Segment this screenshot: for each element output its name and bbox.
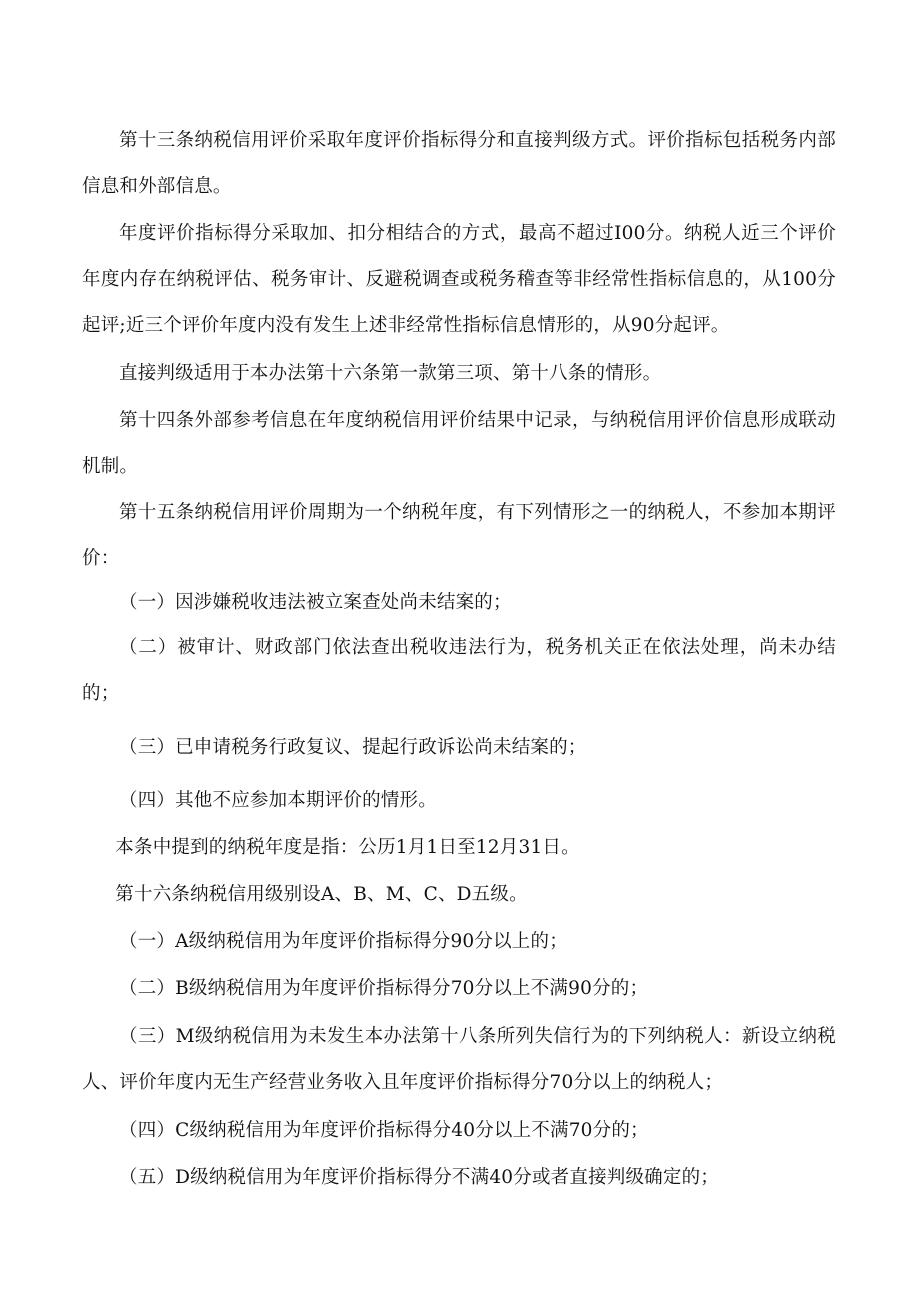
list-item: （五）D级纳税信用为年度评价指标得分不满40分或者直接判级确定的； <box>119 1167 719 1188</box>
list-item: （一）因涉嫌税收违法被立案查处尚未结案的； <box>119 592 512 613</box>
paragraph-article-16: 第十六条纳税信用级别设A、B、M、C、D五级。 <box>115 884 528 905</box>
paragraph-direct-grading: 直接判级适用于本办法第十六条第一款第三项、第十八条的情形。 <box>119 363 662 384</box>
paragraph-article-15: 第十五条纳税信用评价周期为一个纳税年度，有下列情形之一的纳税人，不参加本期评价： <box>82 502 836 569</box>
paragraph-article-14: 第十四条外部参考信息在年度纳税信用评价结果中记录，与纳税信用评价信息形成联动机制。 <box>82 410 836 477</box>
paragraph-tax-year-definition: 本条中提到的纳税年度是指：公历1月1日至12月31日。 <box>115 837 580 858</box>
list-item: （二）被审计、财政部门依法查出税收违法行为，税务机关正在依法处理，尚未办结的； <box>82 637 836 704</box>
list-item: （一）A级纳税信用为年度评价指标得分90分以上的； <box>119 931 568 952</box>
list-item: （三）已申请税务行政复议、提起行政诉讼尚未结案的； <box>119 737 587 758</box>
paragraph-article-13: 第十三条纳税信用评价采取年度评价指标得分和直接判级方式。评价指标包括税务内部信息和外部信息。 <box>82 130 836 197</box>
list-item: （四）C级纳税信用为年度评价指标得分40分以上不满70分的； <box>119 1120 649 1141</box>
list-item: （三）M级纳税信用为未发生本办法第十八条所列失信行为的下列纳税人：新设立纳税人、评价年度内无生产经营业务收入且年度评价指标得分70分以上的纳税人； <box>82 1026 836 1093</box>
paragraph-score-method: 年度评价指标得分采取加、扣分相结合的方式，最高不超过I00分。纳税人近三个评价年度内存在纳税评估、税务审计、反避税调查或税务稽查等非经常性指标信息的，从100分起评;近三个评价年度内没有发生上述非经常性指标信息情形的，从90分起评。 <box>82 223 836 336</box>
list-item: （四）其他不应参加本期评价的情形。 <box>119 790 437 811</box>
list-item: （二）B级纳税信用为年度评价指标得分70分以上不满90分的； <box>119 978 649 999</box>
